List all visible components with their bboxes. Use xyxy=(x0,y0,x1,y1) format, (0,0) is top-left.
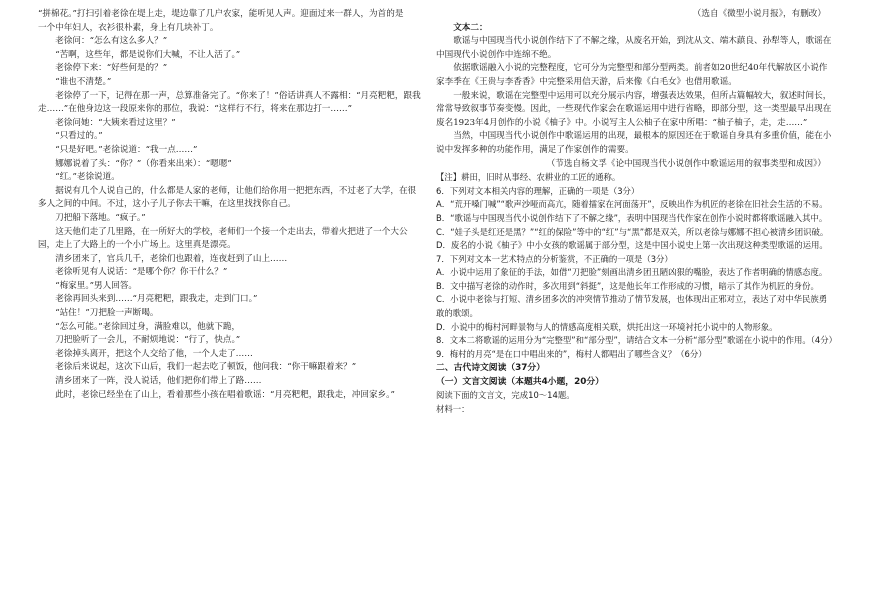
essay-citation: （节选自杨文孚《论中国现当代小说创作中歌谣运用的叙事类型和成因》） xyxy=(546,158,826,169)
story-paragraph: 娜娜说着了头：“你？”（你看来出来）：“嗯嗯” xyxy=(55,158,232,169)
section-heading: 二、古代诗文阅读（37分） xyxy=(436,363,546,374)
right-column xyxy=(436,8,837,417)
story-paragraph: 老徐问：“怎么有这么多人？” xyxy=(55,36,168,47)
story-paragraph: 老徐再回头来到……“月亮粑粑，跟我走，走到门口。” xyxy=(55,294,258,305)
source-citation: （选自《微型小说月报》，有删改） xyxy=(692,9,826,19)
story-paragraph: “梅家里。”男人回答。 xyxy=(55,280,138,291)
question-7-option-c: C．小说中老徐与打短、清乡团多次的冲突情节推动了情节发展，也体现出正邪对立，表达了对中华民族勇敢的歌颂。 xyxy=(436,294,828,319)
story-paragraph: “只看过的。” xyxy=(55,131,103,142)
question-6: 6．下列对文本相关内容的理解，正确的一项是（3分） xyxy=(436,185,640,196)
story-paragraph: “谁也不清楚。” xyxy=(55,76,112,87)
question-6-option-d: D．废名的小说《柚子》中小女孩的歌谣属于部分型，这是中国小说史上第一次出现这种类型歌谣的运用。 xyxy=(436,240,828,251)
text-two-heading: 文本二： xyxy=(453,22,488,33)
question-8: 8．文本二将歌谣的运用分为“完整型”和“部分型”，请结合文本一分析“部分型”歌谣在小说中的作用。（4分） xyxy=(436,335,837,346)
essay-paragraph: 依据歌谣融入小说的完整程度，它可分为完整型和部分型两类。前者如20世纪40年代解放区小说作家李季在《王贵与李香香》中完整采用信天游，后来像《白毛女》也借用歌谣。 xyxy=(436,63,828,87)
essay-paragraph: 当然，中国现当代小说创作中歌谣运用的出现，最根本的原因还在于歌谣自身具有多重价值，能在小说中发挥多种的功能作用，满足了作家创作的需要。 xyxy=(436,131,832,155)
story-paragraph: 刀把脸听了一会儿，不耐烦地说：“行了，快点。” xyxy=(55,335,241,346)
question-7-option-b: B．文中描写老徐的动作时，多次用到“斜挺”，这是他长年工作形成的习惯，暗示了其作为机匠的身份。 xyxy=(436,280,819,291)
story-paragraph: 老徐停了一下，记得在那一声，总算准备完了。“你来了！”俗话讲真人不露相：“月亮粑粑，跟我走……”在他身边这一段原来你的那位，我说：“这样行不行，将来在那边打一……” xyxy=(38,90,421,115)
question-6-option-b: B．“歌谣与中国现当代小说创作结下了不解之缘”，表明中国现当代作家在创作小说时都将歌谣融入其中。 xyxy=(436,212,828,223)
story-paragraph: “苦啊，这些年，都是说你们大喊，不让人活了。” xyxy=(55,49,241,60)
story-paragraph: 一个中年妇人，衣衫很朴素，身上有几块补丁。 xyxy=(38,22,219,33)
essay-paragraph: 歌谣与中国现当代小说创作结下了不解之缘，从废名开始，到沈从文、端木蕻良、孙犁等人，歌谣在中国现代小说创作中连绵不绝。 xyxy=(436,36,832,60)
reading-instruction: 阅读下面的文言文，完成10～14题。 xyxy=(436,390,575,401)
story-paragraph: 老徐停下来：“好些何是的？” xyxy=(55,63,168,74)
story-paragraph: 清乡团来了一阵，没人说话，他们把你们带上了路…… xyxy=(55,376,262,387)
subsection-heading: （一）文言文阅读（本题共4小题，20分） xyxy=(436,377,604,388)
story-paragraph: “站住！”刀把脸一声断喝。 xyxy=(55,308,159,319)
question-6-option-a: A．“荒开嗓门喊”“歌声沙哑而高亢，随着擂家在河面荡开”，反映出作为机匠的老徐在旧社会生活的不易。 xyxy=(436,199,828,210)
question-7-option-a: A．小说中运用了象征的手法，如借“刀把脸”刻画出清乡团丑陋凶狠的嘴脸，表达了作者明确的情感态度。 xyxy=(436,267,828,278)
essay-paragraph: 一般来说，歌谣在完整型中运用可以充分展示内容，增强表达效果，但所占篇幅较大，叙述时间长，常常导致叙事节奏变慢。因此，一些现代作家会在歌谣运用中进行省略，即部分型，这一类型最早出现在废名1923年4月创作的小说《柚子》中。小说写主人公柚子在家中所唱：“柚子柚子，走，走……” xyxy=(436,90,832,128)
left-column xyxy=(38,8,422,402)
annotation-note: 【注】耕田，旧时从事经、农耕业的工匠的通称。 xyxy=(436,172,621,183)
story-paragraph: “怎么可能。”老徐回过身，满脸难以，他就下跪， xyxy=(55,321,241,332)
question-7: 7．下列对文本一艺术特点的分析鉴赏，不正确的一项是（3分） xyxy=(436,253,673,264)
story-paragraph: 刀把船下落地。“疯子。” xyxy=(55,212,146,223)
story-paragraph: 老徐听见有人说话：“是哪个你？你干什么？” xyxy=(55,267,228,278)
question-6-option-c: C．“娃子头是红还是黑？”“红的保险”等中的“红”与“黑”都是双关，所以老徐与娜娜不担心被清乡团识破。 xyxy=(436,226,829,237)
story-paragraph: 老徐掉头离开，把这个人交给了他，一个人走了…… xyxy=(55,348,253,359)
story-paragraph: 这天他们走了几里路，在一所好大的学校，老师们一个接一个走出去，带着火把进了一个大公园，走上了大路上的一个小广场上。这里真是漂亮。 xyxy=(38,226,408,251)
story-paragraph: 老徐后来说起，这次下山后，我们一起去吃了顿饭，他问我：“你干嘛跟着来？” xyxy=(55,362,357,373)
story-paragraph: “只是好吧。”老徐说道：“我一点……” xyxy=(55,144,198,155)
story-paragraph: “红。”老徐说道。 xyxy=(55,172,120,183)
question-7-option-d: D．小说中的梅村河畔景物与人的情感高度相关联，烘托出这一环境衬托小说中的人物形象。 xyxy=(436,321,778,332)
story-paragraph: 此时，老徐已经坐在了山上，看着那些小孩在唱着歌谣：“月亮粑粑，跟我走，冲回家乡。” xyxy=(55,389,395,400)
story-paragraph: “拼棉花。”打扫引着老徐在堤上走，堤边靠了几户农家，能听见人声。迎面过来一群人，为首的是 xyxy=(38,9,404,19)
story-paragraph: 清乡团来了，官兵几千，老徐们也跟着，连夜赶到了山上…… xyxy=(55,253,288,264)
material-one-label: 材料一： xyxy=(436,404,470,415)
question-9: 9．梅村的月亮“是在口中唱出来的”，梅村人都唱出了哪些含义？（6分） xyxy=(436,348,707,359)
story-paragraph: 老徐问她：“大姨来看过这里？” xyxy=(55,117,176,128)
story-paragraph: 据说有几个人说自己的，什么都是人家的老师，让他们给你用一把把东西，不过老了大学，在很多人之间的中间。不过，这小子儿子你去干嘛，在这里找找你自己。 xyxy=(38,185,417,210)
